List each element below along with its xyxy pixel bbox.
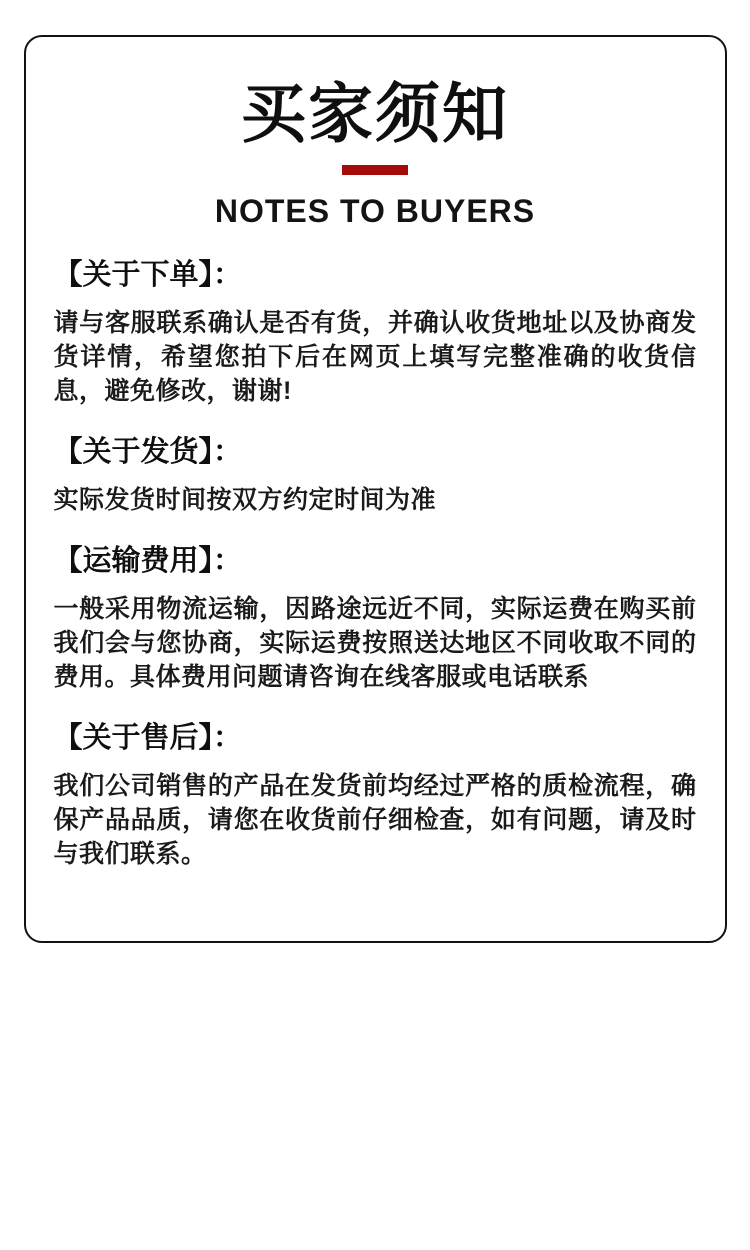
page-title: 买家须知 [240, 77, 509, 150]
section-body-freight-cost: 一般采用物流运输，因路途远近不同，实际运费在购买前我们会与您协商，实际运费按照送达地区不同收取不同的费用。具体费用问题请咨询在线客服或电话联系 [53, 594, 697, 691]
section-shipping [54, 435, 697, 517]
section-heading-ordering: 【关于下单】： [53, 259, 243, 292]
section-ordering [54, 258, 697, 408]
notice-sections [54, 258, 697, 870]
section-heading-after-sales: 【关于售后】： [53, 721, 243, 754]
section-freight-cost [54, 544, 697, 694]
red-divider-bar [342, 165, 408, 175]
section-after-sales [54, 721, 697, 871]
section-heading-freight-cost: 【运输费用】： [53, 545, 243, 578]
section-body-shipping: 实际发货时间按双方约定时间为准 [53, 486, 437, 515]
notice-card [24, 35, 727, 943]
section-body-after-sales: 我们公司销售的产品在发货前均经过严格的质检流程，确保产品品质，请您在收货前仔细检查，如有问题，请及时与我们联系。 [53, 771, 697, 868]
page-subtitle: NOTES TO BUYERS [214, 193, 536, 230]
section-heading-shipping: 【关于发货】： [53, 436, 243, 469]
section-body-ordering: 请与客服联系确认是否有货，并确认收货地址以及协商发货详情，希望您拍下后在网页上填写完整准确的收货信息，避免修改，谢谢! [53, 309, 697, 406]
